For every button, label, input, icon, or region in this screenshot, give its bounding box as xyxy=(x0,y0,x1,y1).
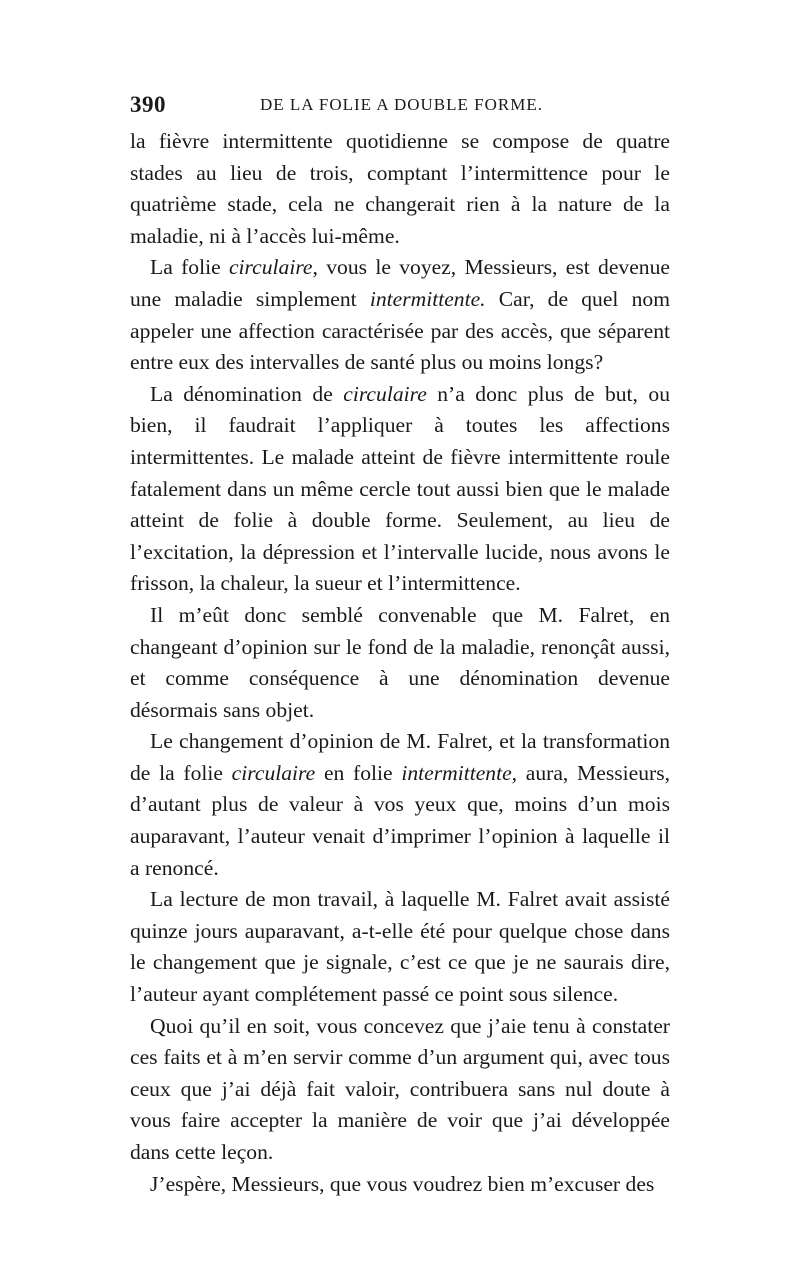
paragraph-5: Le changement d’opinion de M. Falret, et la transformation de la folie circulaire en folie intermittente, aura, Messieurs, d’autant plus de valeur à vos yeux que, moins d’un mois auparavant, l’auteur venait d’imprimer l’opinion à laquelle il a renoncé. xyxy=(130,729,671,880)
italic-term: intermittente xyxy=(401,760,512,785)
italic-term: circulaire xyxy=(228,255,313,280)
running-head xyxy=(130,92,670,118)
paragraph-3: La dénomination de circulaire n’a donc plus de but, ou bien, il faudrait l’appliquer à toutes les affections intermittentes. Le malade atteint de fièvre intermittente roule fatalement dans un même cercle tout aussi bien que le malade atteint de folie à double forme. Seulement, au lieu de l’excitation, la dépression et l’intervalle lucide, nous avons le frisson, la chaleur, la sueur et l’intermittence. xyxy=(130,381,670,596)
paragraph-6: La lecture de mon travail, à laquelle M. Falret avait assisté quinze jours auparavant, a-t-elle été pour quelque chose dans le changement que je signale, c’est ce que je ne saurais dire, l’auteur ayant complétement passé ce point sous silence. xyxy=(130,887,670,1007)
running-title: DE LA FOLIE A DOUBLE FORME. xyxy=(260,95,543,114)
paragraph-1: la fièvre intermittente quotidienne se compose de quatre stades au lieu de trois, comptant l’intermittence pour le quatrième stade, cela ne changerait rien à la nature de la maladie, ni à l’accès lui-même. xyxy=(130,129,670,248)
body-text xyxy=(130,126,670,1200)
paragraph-4: Il m’eût donc semblé convenable que M. Falret, en changeant d’opinion sur le fond de la maladie, renonçât aussi, et comme conséquence à une dénomination devenue désormais sans objet. xyxy=(130,602,670,722)
paragraph-8: J’espère, Messieurs, que vous voudrez bien m’excuser des xyxy=(150,1171,655,1196)
paragraph-7: Quoi qu’il en soit, vous concevez que j’aie tenu à constater ces faits et à m’en servir comme d’un argument qui, avec tous ceux que j’ai déjà fait valoir, contribuera sans nul doute à vous faire accepter la manière de voir que j’ai développée dans cette leçon. xyxy=(130,1013,670,1164)
paragraph-2: La folie circulaire, vous le voyez, Messieurs, est devenue une maladie simplement intermittente. Car, de quel nom appeler une affection caractérisée par des accès, que séparent entre eux des intervalles de santé plus ou moins longs? xyxy=(130,255,670,375)
italic-term: intermittente. xyxy=(369,286,486,311)
italic-term: circulaire xyxy=(343,381,427,406)
page-number: 390 xyxy=(130,92,166,117)
italic-term: circulaire xyxy=(231,760,316,785)
